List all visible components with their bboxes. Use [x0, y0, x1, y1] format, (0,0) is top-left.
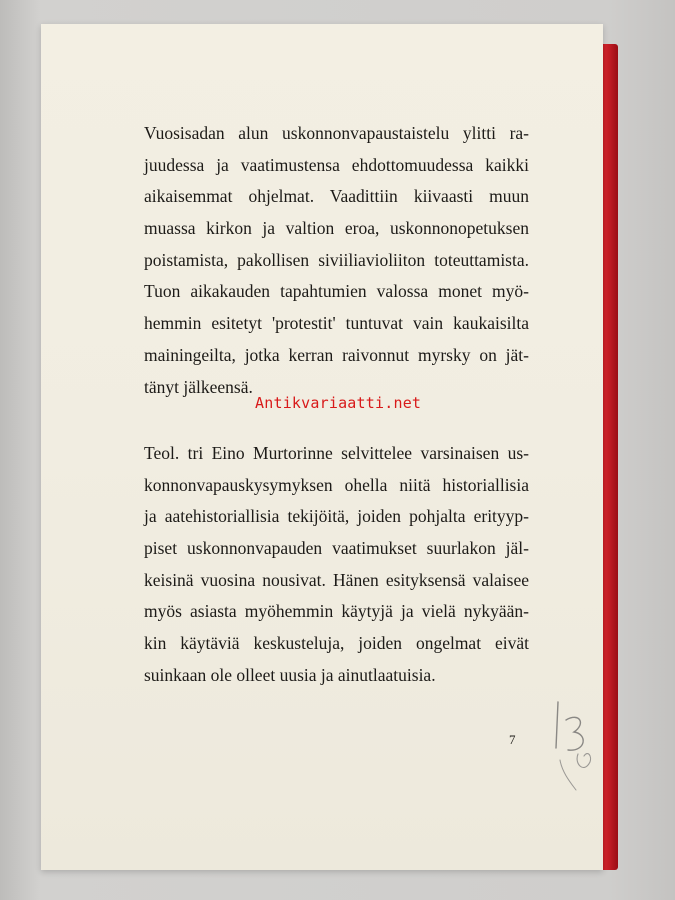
text-line: poistamista, pakollisen siviiliavioliiton toteuttamista. [144, 249, 529, 270]
text-line: muassa kirkon ja valtion eroa, uskonnonopetuksen [144, 218, 529, 239]
text-line: konnonvapauskysymyksen ohella niitä historiallisia [144, 474, 529, 495]
text-line: myös asiasta myöhemmin käytyjä ja vielä nykyään- [144, 601, 529, 622]
text-line: keisinä vuosina nousivat. Hänen esityksensä valaisee [144, 569, 529, 590]
text-line: Tuon aikakauden tapahtumien valossa monet myö- [144, 281, 529, 302]
text-line: tänyt jälkeensä. [144, 376, 253, 397]
text-line: ja aatehistoriallisia tekijöitä, joiden pohjalta erityyp- [144, 506, 529, 527]
text-line: piset uskonnonvapauden vaatimukset suurlakon jäl- [144, 538, 529, 559]
page-number: 7 [509, 732, 516, 747]
paragraph-1 [144, 118, 529, 403]
paragraph-2 [144, 438, 529, 692]
text-line: juudessa ja vaatimustensa ehdottomuudessa kaikki [144, 154, 529, 175]
text-line: Vuosisadan alun uskonnonvapaustaistelu ylitti ra- [144, 123, 529, 143]
pencil-annotation-icon [540, 690, 600, 800]
text-line: Teol. tri Eino Murtorinne selvittelee varsinaisen us- [144, 443, 529, 463]
watermark-text: Antikvariaatti.net [255, 394, 422, 412]
text-line: mainingeilta, jotka kerran raivonnut myrsky on jät- [144, 344, 529, 365]
text-line: suinkaan ole olleet uusia ja ainutlaatuisia. [144, 664, 436, 685]
text-line: aikaisemmat ohjelmat. Vaadittiin kiivaasti muun [144, 186, 529, 207]
blurb-text [144, 118, 529, 685]
text-line: kin käytäviä keskusteluja, joiden ongelmat eivät [144, 633, 529, 654]
text-line: hemmin esitetyt 'protestit' tuntuvat vain kaukaisilta [144, 313, 529, 334]
